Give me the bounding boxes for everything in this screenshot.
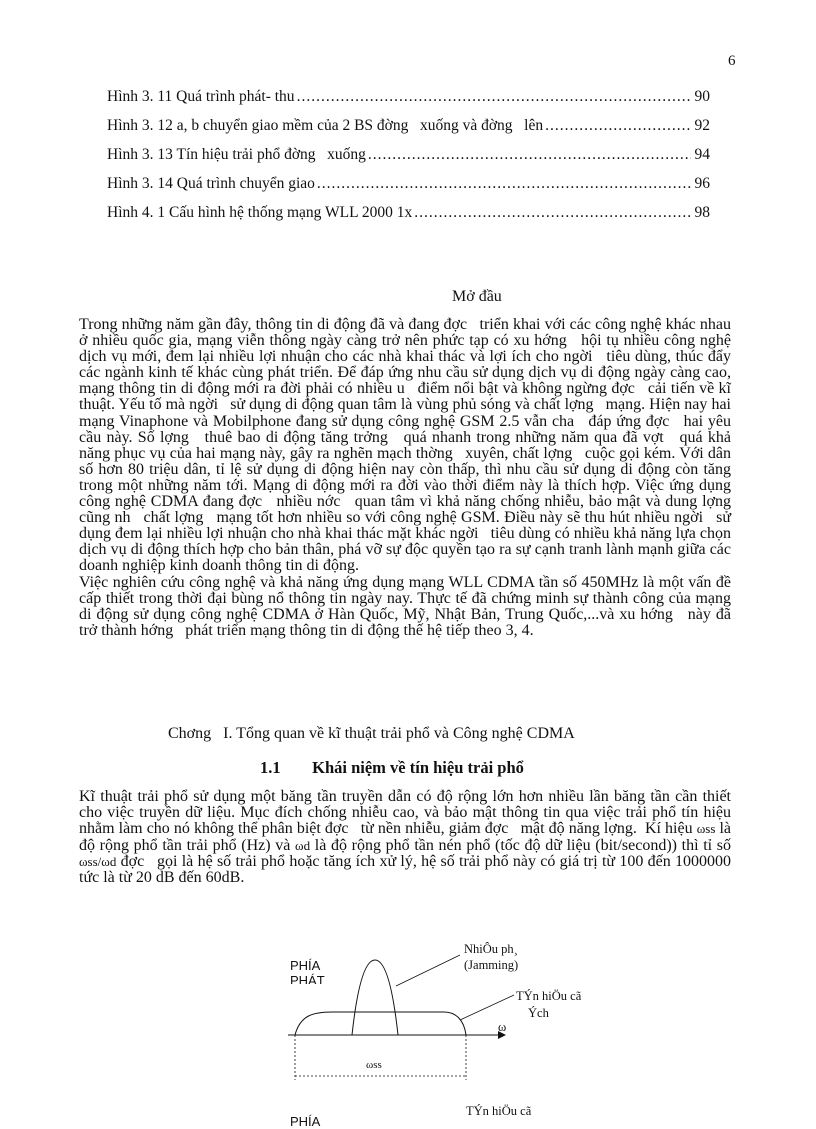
intro-paragraph: Việc nghiên cứu công nghệ và khả năng ứng dụng mạng WLL CDMA tần số 450MHz là một vấn đề cấp thiết trong thời đại bùng nổ thông tin ngày nay. Thực tế đã chứng minh sự thành công của mạng di động sử dụng công nghệ CDMA ở Hàn Quốc, Mỹ, Nhật Bản, Trung Quốc,...và xu hớng này đã trở thành hớng phát triển mạng thông tin di động thế hệ tiếp theo 3, 4.: [79, 573, 735, 639]
signal-label: TÝn hiÖu cã: [516, 989, 582, 1003]
intro-title: Mở đầu: [452, 288, 502, 305]
figure-label-receiver: PHÍA: [290, 1114, 321, 1129]
omega-axis-label: ω: [498, 1020, 507, 1034]
toc-page: 92: [694, 117, 710, 134]
symbol-omega-ss: ωss: [696, 821, 716, 837]
noise-label: NhiÔu ph¸: [464, 942, 518, 956]
toc-leader-dots: [545, 117, 690, 135]
toc-label: Hình 4. 1 Cấu hình hệ thống mạng WLL 2000 1x: [107, 204, 413, 221]
toc-leader-dots: [297, 88, 691, 106]
toc-leader-dots: [317, 175, 691, 193]
section-text: là độ rộng phổ tần trải phổ (Hz) và: [79, 820, 736, 854]
toc-label: Hình 3. 14 Quá trình chuyển giao: [107, 175, 315, 192]
section-title: Khái niệm về tín hiệu trải phổ: [312, 758, 524, 777]
signal-pointer: [460, 995, 514, 1020]
toc-row[interactable]: [107, 146, 710, 175]
toc-row[interactable]: [107, 88, 710, 117]
symbol-omega-d: ωd: [295, 837, 311, 853]
jamming-curve: [352, 960, 398, 1035]
chapter-title: Chơng I. Tổng quan về kĩ thuật trải phổ và Công nghệ CDMA: [168, 725, 575, 742]
toc-page: 94: [694, 146, 710, 163]
section-text: đợc gọi là hệ số trải phổ hoặc tăng ích xử lý, hệ số trải phổ này có giá trị từ 100 đến 1000000 tức là từ 20 dB đến 60dB.: [79, 852, 736, 887]
toc-label: Hình 3. 11 Quá trình phát- thu: [107, 88, 295, 105]
toc-leader-dots: [414, 204, 690, 222]
noise-label-sub: (Jamming): [464, 958, 519, 972]
toc-page: 96: [694, 175, 710, 192]
section-number: 1.1: [260, 758, 281, 777]
symbol-ratio: ωss/ωd: [79, 853, 117, 869]
toc-leader-dots: [368, 146, 691, 164]
signal-label-bottom: TÝn hiÖu cã: [466, 1104, 532, 1118]
table-of-figures: [107, 88, 710, 233]
toc-row[interactable]: [107, 204, 710, 233]
section-text: là độ rộng phổ tần nén phổ (tốc độ dữ liệu (bit/second)) thì tỉ số: [314, 836, 732, 854]
signal-label-sub: Ých: [528, 1006, 549, 1020]
section-paragraph: [79, 788, 736, 887]
section-text: Kĩ thuật trải phổ sử dụng một băng tần truyền dẫn có độ rộng lớn hơn nhiều lần băng tần cần thiết cho việc truyền dữ liệu. Mục đích chống nhiễu cao, và bảo mật thông tin qua việc trải phổ tín hiệu nhằm làm cho nó không thể phân biệt đợc từ nền nhiễu, giảm đợc mật độ năng lợng. Kí hiệu: [79, 788, 735, 838]
spectrum-figure: [270, 930, 610, 1129]
page-number: 6: [728, 53, 736, 69]
section-heading: [260, 758, 524, 778]
figure-label-transmitter: PHÍA PHÁT: [290, 958, 325, 984]
noise-pointer: [396, 955, 460, 986]
toc-row[interactable]: [107, 175, 710, 204]
spread-signal-curve: [295, 1012, 466, 1035]
toc-row[interactable]: [107, 117, 710, 146]
intro-paragraph: Trong những năm gần đây, thông tin di động đã và đang đợc triển khai với các công nghệ khác nhau ở nhiều quốc gia, mạng viễn thông ngày càng trở nên phức tạp có xu hớng hội tụ nhiều công nghệ dịch vụ mới, đem lại nhiều lợi nhuận cho các nhà khai thác và lợi ích cho ngời tiêu dùng, thúc đẩy các ngành kinh tế khác cùng phát triển. Để đáp ứng nhu cầu sử dụng dịch vụ di động ngày càng cao, mạng thông tin di động mới ra đời phải có nhiều u điểm nổi bật và không ngừng đợc cải tiến về kĩ thuật. Yếu tố mà ngời sử dụng di động quan tâm là vùng phủ sóng và chất lợng mạng. Hiện nay hai mạng Vinaphone và Mobilphone đang sử dụng công nghệ GSM 2.5 vẫn cha đáp ứng đợc hai yêu cầu này. Số lợng thuê bao di động tăng trởng quá nhanh trong những năm qua đã vợt quá khả năng phục vụ của hai mạng này, gây ra nghẽn mạch thờng xuyên, chất lợng cuộc gọi kém. Với dân số hơn 80 triệu dân, tỉ lệ sử dụng di động hiện nay còn thấp, thì nhu cầu sử dụng di động còn tăng trong một những năm tới. Mạng di động mới ra đời vào thời điểm này là thích hợp. Việc ứng dụng công nghệ CDMA đang đợc nhiều nớc quan tâm vì khả năng chống nhiễu, bảo mật và dung lợng cũng nh chất lợng mạng tốt hơn nhiều so với công nghệ GSM. Điều này sẽ thu hút nhiều ngời sử dụng đem lại nhiều lợi nhuận cho nhà khai thác mặt khác ngời tiêu dùng có nhiều khả năng lựa chọn dịch vụ di động thích hợp cho bản thân, phá vỡ sự độc quyền tạo ra sự cạnh tranh lành mạnh giữa các doanh nghiệp kinh doanh thông tin di động.: [79, 316, 743, 575]
toc-page: 90: [694, 88, 710, 105]
toc-label: Hình 3. 13 Tín hiệu trải phổ đờng xuống: [107, 146, 366, 163]
toc-label: Hình 3. 12 a, b chuyển giao mềm của 2 BS đờng xuống và đờng lên: [107, 117, 544, 134]
bandwidth-label: ωss: [366, 1059, 382, 1071]
intro-body: [79, 316, 743, 639]
toc-page: 98: [694, 204, 710, 221]
